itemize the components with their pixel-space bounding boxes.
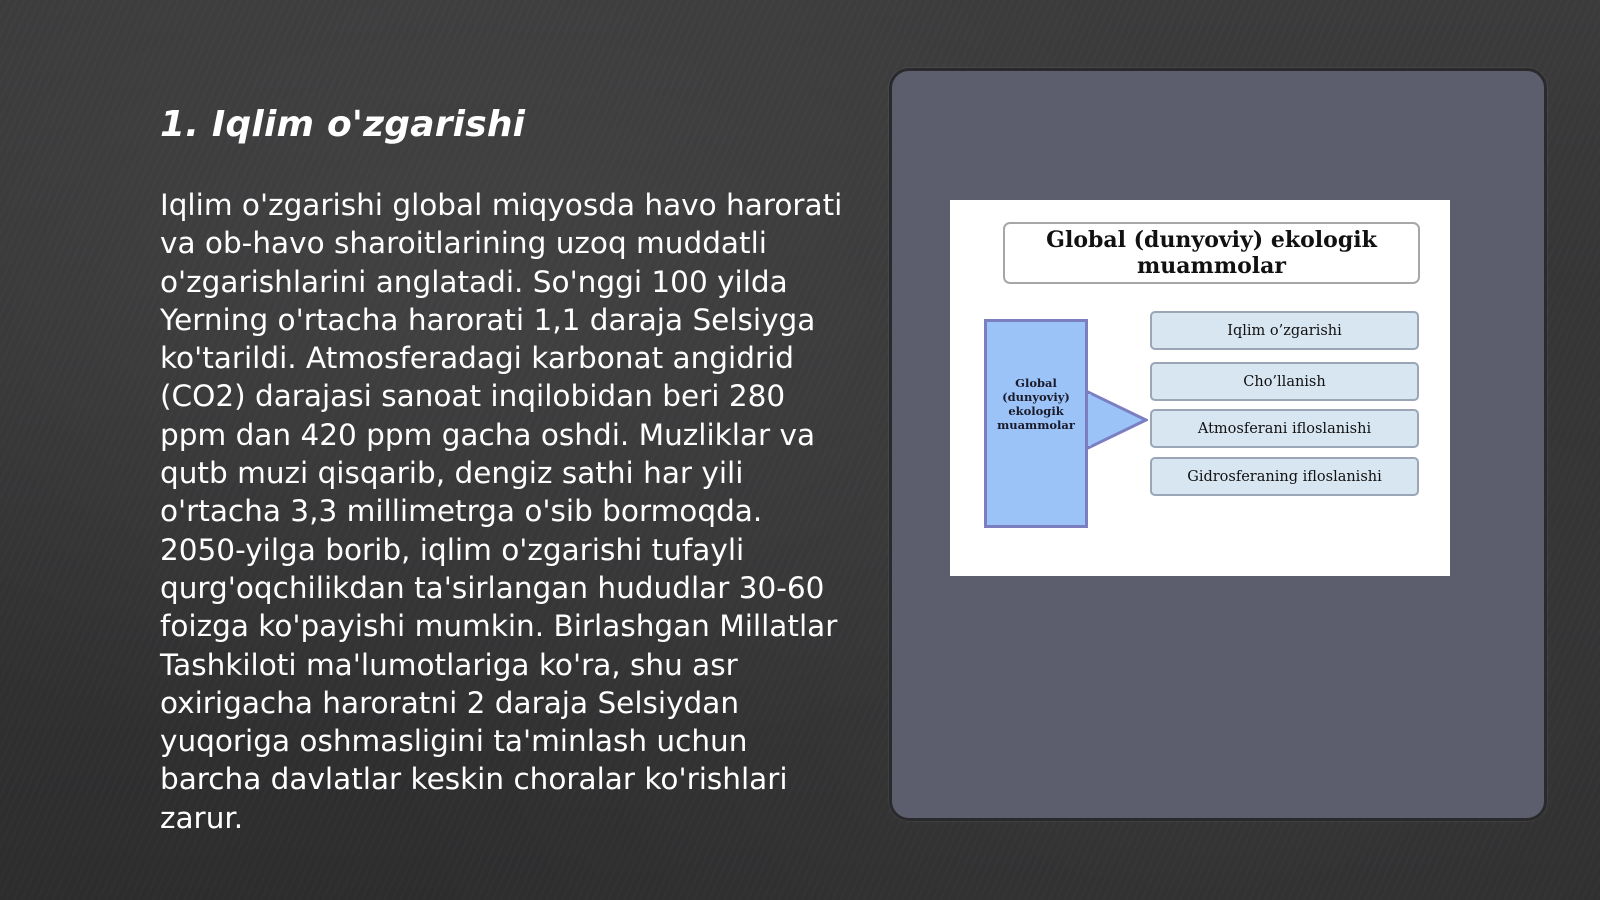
arrow-right-icon	[1088, 380, 1148, 460]
diagram-item-climate-change: Iqlim o’zgarishi	[1150, 311, 1419, 350]
diagram-item-air-pollution: Atmosferani ifloslanishi	[1150, 409, 1419, 448]
slide-title: 1. Iqlim o'zgarishi	[160, 104, 526, 145]
slide-body-text: Iqlim o'zgarishi global miqyosda havo harorati va ob-havo sharoitlarining uzoq muddatli o'zgarishlarini anglatadi. So'nggi 100 yilda Yerning o'rtacha harorati 1,1 daraja Selsiyga ko'tarildi. Atmosferadagi karbonat angidrid (CO2) darajasi sanoat inqilobidan beri 280 ppm dan 420 ppm gacha oshdi. Muzliklar va qutb muzi qisqarib, dengiz sathi har yili o'rtacha 3,3 millimetrga o'sib bormoqda. 2050-yilga borib, iqlim o'zgarishi tufayli qurg'oqchilikdan ta'sirlangan hududlar 30-60 foizga ko'payishi mumkin. Birlashgan Millatlar Tashkiloti ma'lumotlariga ko'ra, shu asr oxirigacha haroratni 2 daraja Selsiydan yuqoriga oshmasligini ta'minlash uchun barcha davlatlar keskin choralar ko'rishlari zarur.	[160, 188, 843, 835]
diagram-left-label: Global (dunyoviy) ekologik muammolar	[997, 375, 1075, 432]
diagram-image	[950, 200, 1450, 576]
diagram-left-box	[984, 319, 1088, 528]
diagram-item-desertification: Cho’llanish	[1150, 362, 1419, 401]
diagram-title: Global (dunyoviy) ekologik muammolar	[1003, 222, 1420, 284]
diagram-item-water-pollution: Gidrosferaning ifloslanishi	[1150, 457, 1419, 496]
